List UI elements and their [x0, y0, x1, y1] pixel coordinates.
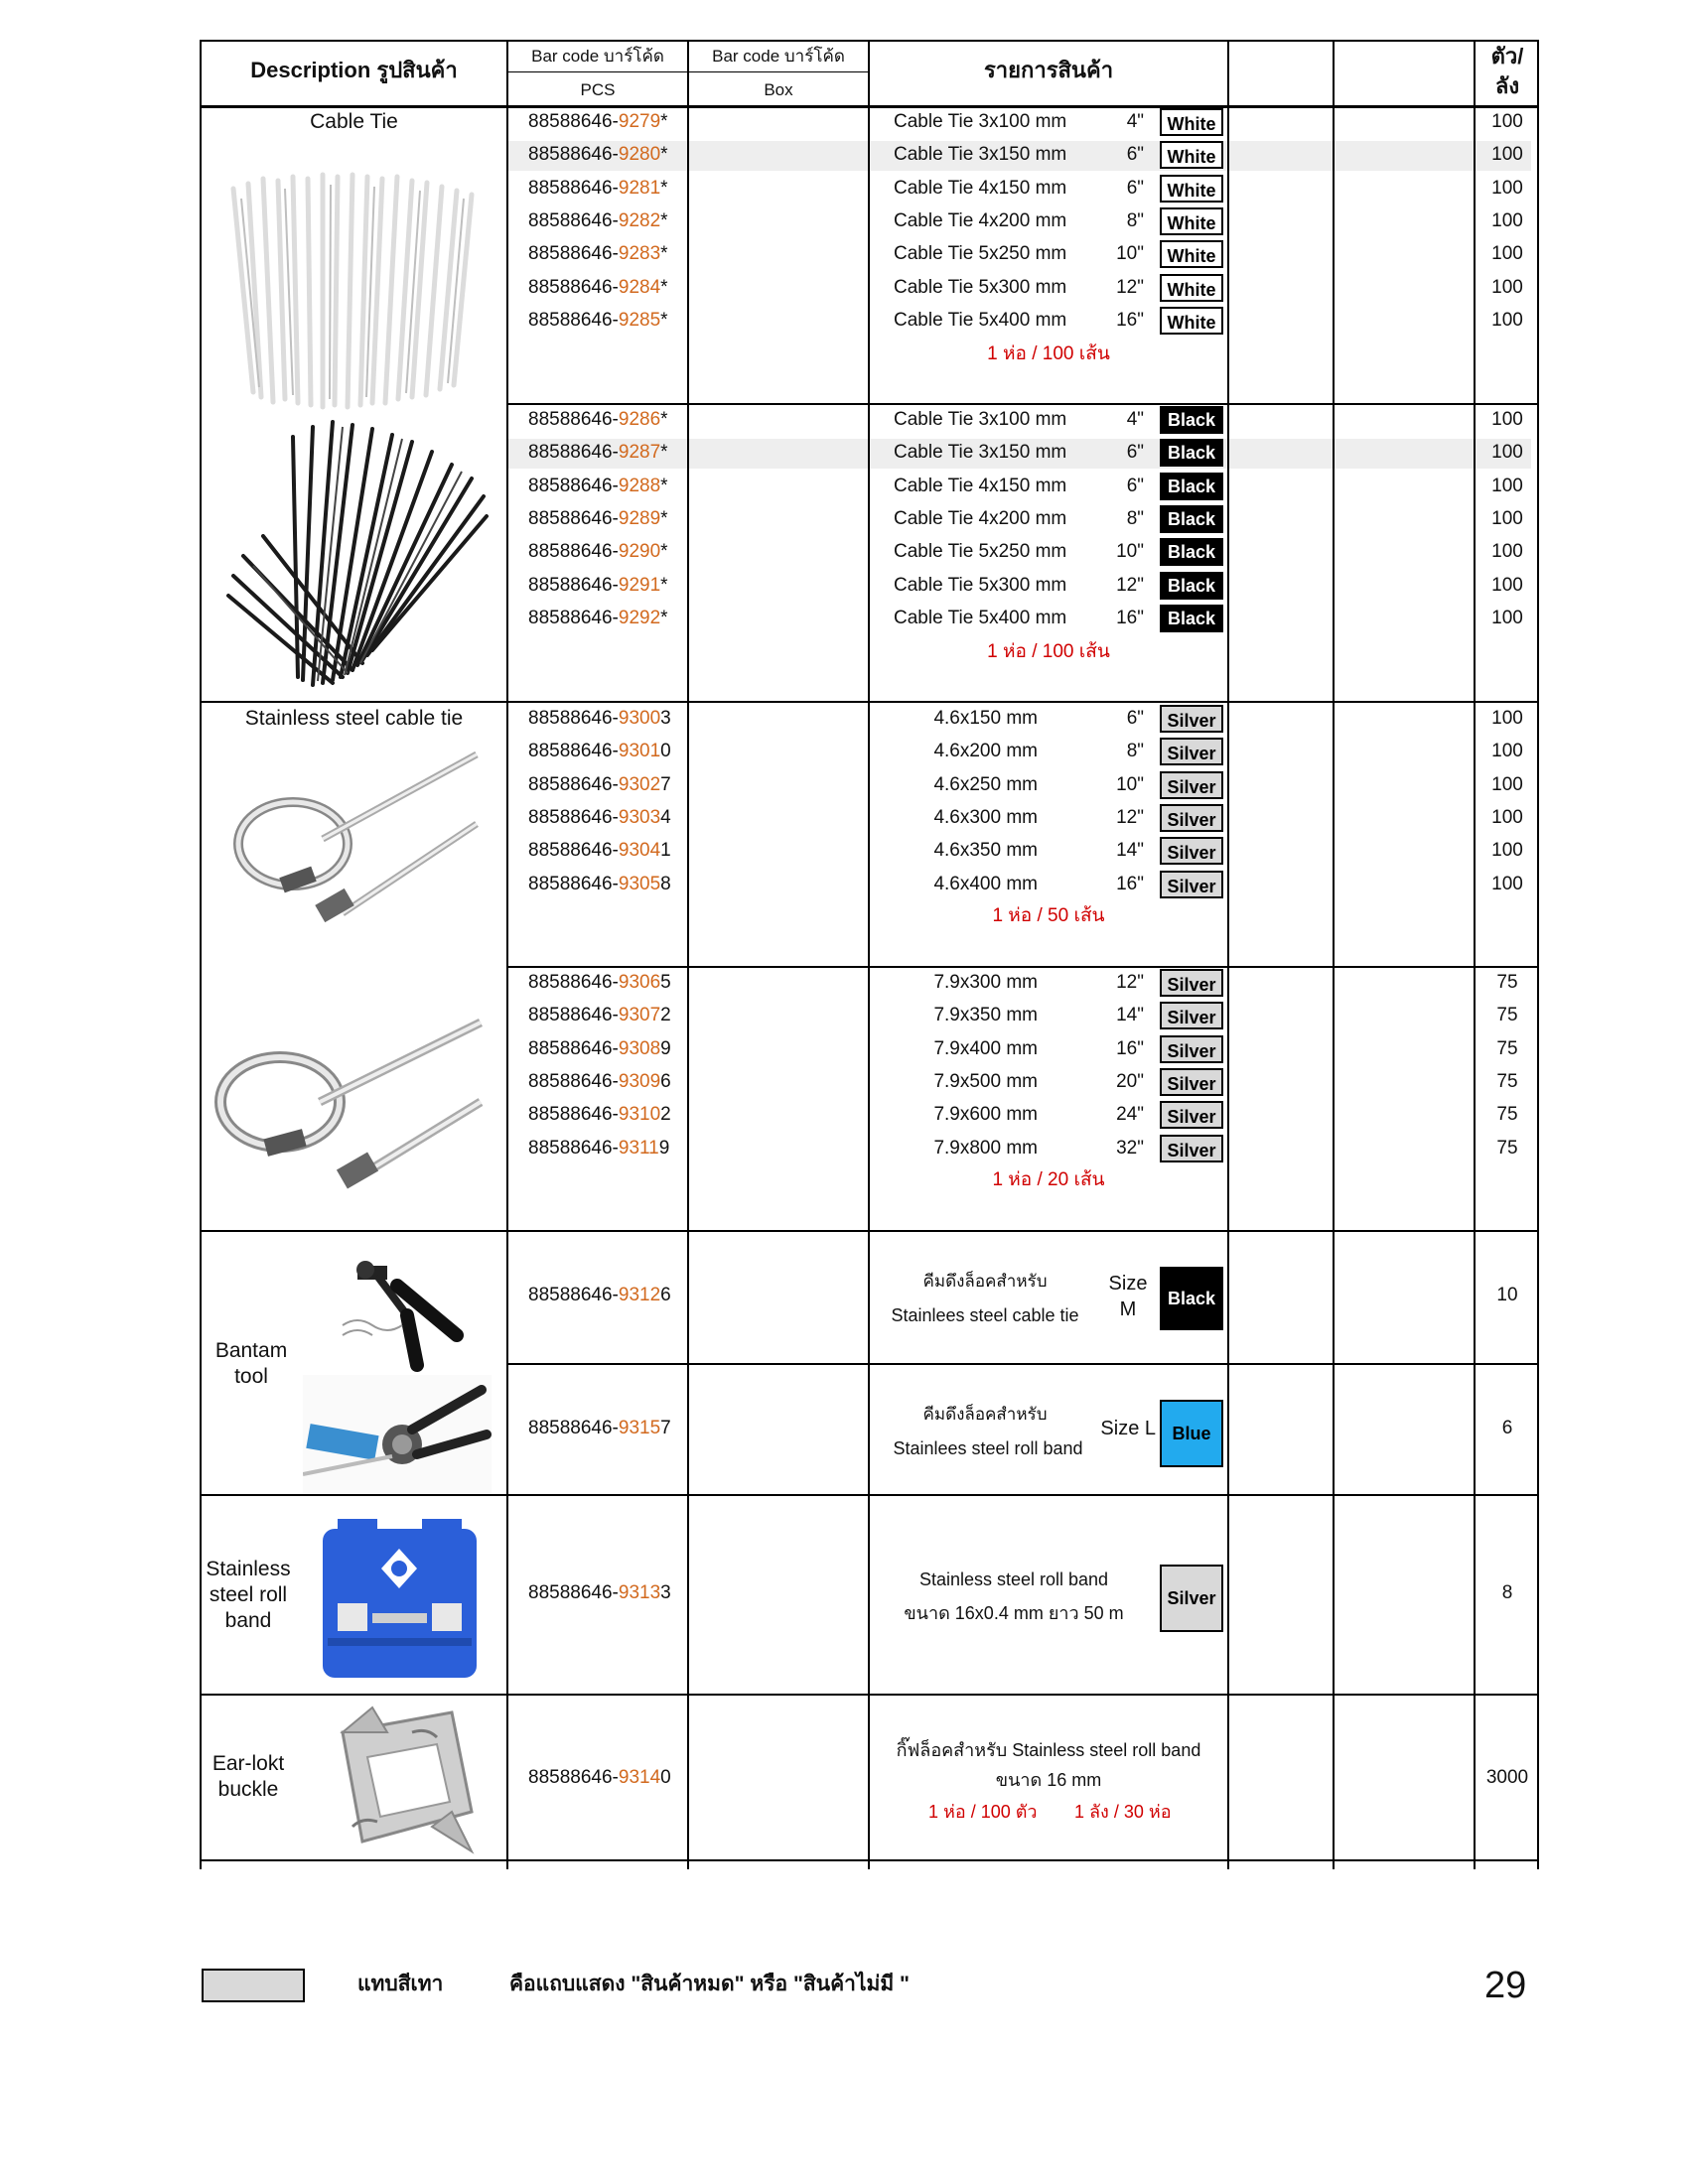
- barcode-bantam-1: 88588646-93126: [528, 1285, 671, 1305]
- bantam-tool-image-1: [338, 1256, 477, 1375]
- col-divider: [1333, 40, 1335, 1869]
- product-inch: 14": [1116, 840, 1144, 862]
- product-inch: 8": [1126, 507, 1144, 529]
- product-name: 4.6x350 mm: [933, 840, 1038, 862]
- qty-bantam-1: 10: [1496, 1285, 1518, 1305]
- product-inch: 12": [1116, 806, 1144, 828]
- product-name: 4.6x300 mm: [933, 806, 1038, 828]
- color-chip: Black: [1160, 439, 1223, 467]
- qty-per-carton: 100: [1491, 409, 1523, 430]
- product-name: Cable Tie 5x250 mm: [894, 541, 1067, 563]
- barcode-pcs: 88588646-93027: [528, 773, 671, 795]
- buckle-pack2: 1 ลัง / 30 ห่อ: [1074, 1802, 1172, 1822]
- product-name: Cable Tie 3x100 mm: [894, 111, 1067, 132]
- qty-per-carton: 100: [1491, 541, 1523, 563]
- qty-buckle: 3000: [1485, 1767, 1529, 1788]
- black-cable-tie-image: [223, 417, 492, 690]
- qty-per-carton: 100: [1491, 741, 1523, 762]
- barcode-pcs: 88588646-93089: [528, 1037, 671, 1059]
- color-chip: Silver: [1160, 1135, 1223, 1162]
- product-inch: 4": [1126, 111, 1144, 132]
- header-barcode-pcs: Bar code บาร์โค้ด: [531, 47, 664, 66]
- section-title-cable-tie: Cable Tie: [310, 110, 398, 133]
- rollband-line1: Stainless steel roll band: [918, 1570, 1109, 1589]
- qty-per-carton: 100: [1491, 243, 1523, 265]
- color-chip: White: [1160, 274, 1223, 302]
- col-divider: [1227, 40, 1229, 1869]
- section-title-buckle-1: Ear-lokt: [211, 1752, 285, 1775]
- barcode-pcs: 88588646-9284*: [528, 276, 668, 298]
- color-chip-bantam-2: Blue: [1160, 1400, 1223, 1467]
- section-title-stainless-cable-tie: Stainless steel cable tie: [244, 707, 464, 730]
- qty-per-carton: 75: [1496, 1104, 1518, 1126]
- qty-per-carton: 100: [1491, 475, 1523, 496]
- product-name: 7.9x300 mm: [933, 972, 1038, 993]
- col-divider: [506, 40, 508, 1869]
- product-inch: 12": [1116, 276, 1144, 298]
- barcode-pcs: 88588646-93119: [528, 1137, 670, 1159]
- barcode-pcs: 88588646-93058: [528, 873, 671, 894]
- qty-per-carton: 100: [1491, 806, 1523, 828]
- color-chip: Silver: [1160, 804, 1223, 832]
- product-inch: 6": [1126, 177, 1144, 199]
- product-inch: 10": [1116, 541, 1144, 563]
- color-chip: White: [1160, 307, 1223, 335]
- product-inch: 6": [1126, 442, 1144, 464]
- color-chip: Silver: [1160, 771, 1223, 799]
- product-name: Cable Tie 5x300 mm: [894, 574, 1067, 596]
- qty-rollband: 8: [1501, 1582, 1513, 1603]
- product-inch: 32": [1116, 1137, 1144, 1159]
- section-title-rollband-1: Stainless: [206, 1558, 291, 1580]
- product-name: Cable Tie 5x300 mm: [894, 276, 1067, 298]
- qty-per-carton: 75: [1496, 1037, 1518, 1059]
- table-border: [200, 40, 1539, 42]
- product-inch: 8": [1126, 209, 1144, 231]
- color-chip: Silver: [1160, 1101, 1223, 1129]
- product-name: 4.6x150 mm: [933, 708, 1038, 729]
- header-per-carton-1: ตัว/: [1490, 44, 1524, 68]
- barcode-pcs: 88588646-93003: [528, 708, 671, 729]
- qty-per-carton: 100: [1491, 840, 1523, 862]
- color-chip: Silver: [1160, 969, 1223, 997]
- rollband-line2: ขนาด 16x0.4 mm ยาว 50 m: [904, 1603, 1124, 1623]
- section-title-rollband-2: steel roll: [209, 1583, 288, 1606]
- section-divider: [200, 1494, 1539, 1496]
- section-divider: [200, 1694, 1539, 1696]
- header-sub-divider: [508, 71, 868, 72]
- bantam-1-size1: Size: [1108, 1273, 1148, 1295]
- color-chip: Silver: [1160, 1002, 1223, 1029]
- section-title-buckle-2: buckle: [217, 1778, 279, 1801]
- qty-per-carton: 100: [1491, 574, 1523, 596]
- barcode-pcs: 88588646-9286*: [528, 409, 668, 430]
- stainless-cable-tie-image-2: [211, 1003, 484, 1196]
- barcode-pcs: 88588646-9288*: [528, 475, 668, 496]
- table-border: [200, 40, 202, 1869]
- product-name: 7.9x500 mm: [933, 1070, 1038, 1092]
- col-divider: [868, 40, 870, 1869]
- footer-note: คือแถบแสดง "สินค้าหมด" หรือ "สินค้าไม่มี ": [509, 1973, 910, 1995]
- product-name: 4.6x250 mm: [933, 773, 1038, 795]
- product-inch: 16": [1116, 873, 1144, 894]
- qty-per-carton: 100: [1491, 144, 1523, 166]
- col-divider: [687, 40, 689, 1869]
- barcode-pcs: 88588646-9291*: [528, 574, 668, 596]
- pack-white: 1 ห่อ / 100 เส้น: [987, 343, 1110, 364]
- section-divider: [506, 966, 1539, 968]
- buckle-line1: กิ๊ฟล็อคสำหรับ Stainless steel roll band: [896, 1740, 1201, 1760]
- section-title-bantam-1: Bantam: [214, 1339, 288, 1362]
- roll-band-image: [318, 1519, 482, 1688]
- qty-per-carton: 100: [1491, 276, 1523, 298]
- header-items: รายการสินค้า: [983, 58, 1114, 82]
- bantam-2-line2: Stainlees steel roll band: [893, 1438, 1083, 1458]
- product-inch: 6": [1126, 708, 1144, 729]
- qty-per-carton: 75: [1496, 1005, 1518, 1026]
- product-name: 4.6x400 mm: [933, 873, 1038, 894]
- product-inch: 6": [1126, 475, 1144, 496]
- qty-per-carton: 100: [1491, 442, 1523, 464]
- section-title-rollband-3: band: [224, 1609, 272, 1632]
- product-inch: 10": [1116, 243, 1144, 265]
- barcode-bantam-2: 88588646-93157: [528, 1418, 671, 1438]
- buckle-line2: ขนาด 16 mm: [995, 1770, 1102, 1790]
- qty-per-carton: 75: [1496, 1137, 1518, 1159]
- qty-per-carton: 100: [1491, 607, 1523, 628]
- barcode-pcs: 88588646-9281*: [528, 177, 668, 199]
- barcode-pcs: 88588646-93096: [528, 1070, 671, 1092]
- product-inch: 16": [1116, 607, 1144, 628]
- bantam-1-line2: Stainlees steel cable tie: [891, 1305, 1079, 1325]
- table-border: [1537, 40, 1539, 1869]
- header-barcode-pcs-sub: PCS: [580, 80, 616, 99]
- qty-per-carton: 100: [1491, 708, 1523, 729]
- color-chip: Black: [1160, 572, 1223, 600]
- qty-bantam-2: 6: [1501, 1418, 1513, 1438]
- color-chip: White: [1160, 141, 1223, 169]
- qty-per-carton: 100: [1491, 209, 1523, 231]
- qty-per-carton: 100: [1491, 309, 1523, 331]
- barcode-pcs: 88588646-9282*: [528, 209, 668, 231]
- barcode-pcs: 88588646-9292*: [528, 607, 668, 628]
- barcode-pcs: 88588646-9280*: [528, 144, 668, 166]
- qty-per-carton: 100: [1491, 111, 1523, 132]
- barcode-pcs: 88588646-93041: [528, 840, 671, 862]
- color-chip-bantam-1: Black: [1160, 1267, 1223, 1330]
- color-chip: Silver: [1160, 871, 1223, 898]
- bantam-2-size: Size L: [1100, 1418, 1156, 1439]
- color-chip: Silver: [1160, 705, 1223, 733]
- product-inch: 16": [1116, 1037, 1144, 1059]
- product-name: 4.6x200 mm: [933, 741, 1038, 762]
- barcode-pcs: 88588646-93034: [528, 806, 671, 828]
- section-divider: [506, 1363, 1539, 1365]
- product-name: 7.9x800 mm: [933, 1137, 1038, 1159]
- barcode-buckle: 88588646-93140: [528, 1767, 671, 1788]
- barcode-pcs: 88588646-9283*: [528, 243, 668, 265]
- qty-per-carton: 75: [1496, 972, 1518, 993]
- product-inch: 16": [1116, 309, 1144, 331]
- product-name: Cable Tie 5x250 mm: [894, 243, 1067, 265]
- product-inch: 10": [1116, 773, 1144, 795]
- color-chip: Black: [1160, 538, 1223, 566]
- product-inch: 12": [1116, 972, 1144, 993]
- product-name: Cable Tie 4x200 mm: [894, 209, 1067, 231]
- barcode-pcs: 88588646-9285*: [528, 309, 668, 331]
- bantam-1-line1: คีมดึงล็อคสำหรับ: [922, 1272, 1048, 1291]
- color-chip: Silver: [1160, 1068, 1223, 1096]
- product-inch: 12": [1116, 574, 1144, 596]
- color-chip: Black: [1160, 605, 1223, 632]
- barcode-pcs: 88588646-93010: [528, 741, 671, 762]
- out-of-stock-swatch: [202, 1969, 305, 2002]
- header-barcode-box: Bar code บาร์โค้ด: [712, 47, 845, 66]
- product-name: 7.9x600 mm: [933, 1104, 1038, 1126]
- color-chip: Black: [1160, 473, 1223, 500]
- color-chip: Black: [1160, 505, 1223, 533]
- qty-per-carton: 100: [1491, 773, 1523, 795]
- pack-ss46: 1 ห่อ / 50 เส้น: [992, 905, 1105, 926]
- product-inch: 8": [1126, 741, 1144, 762]
- product-name: Cable Tie 5x400 mm: [894, 309, 1067, 331]
- product-name: 7.9x400 mm: [933, 1037, 1038, 1059]
- product-name: Cable Tie 3x100 mm: [894, 409, 1067, 430]
- product-name: Cable Tie 3x150 mm: [894, 442, 1067, 464]
- product-name: Cable Tie 4x150 mm: [894, 475, 1067, 496]
- qty-per-carton: 100: [1491, 507, 1523, 529]
- bantam-2-line1: คีมดึงล็อคสำหรับ: [922, 1405, 1048, 1424]
- white-cable-tie-image: [223, 169, 487, 412]
- header-divider: [200, 105, 1539, 108]
- col-divider: [1474, 40, 1476, 1869]
- pack-ss79: 1 ห่อ / 20 เส้น: [992, 1169, 1105, 1190]
- section-divider: [200, 1230, 1539, 1232]
- barcode-pcs: 88588646-9290*: [528, 541, 668, 563]
- barcode-pcs: 88588646-93102: [528, 1104, 671, 1126]
- header-description: Description รูปสินค้า: [250, 58, 458, 82]
- swatch-label: แทบสีเทา: [357, 1973, 444, 1995]
- color-chip: White: [1160, 240, 1223, 268]
- color-chip: White: [1160, 108, 1223, 136]
- product-inch: 20": [1116, 1070, 1144, 1092]
- product-name: Cable Tie 3x150 mm: [894, 144, 1067, 166]
- product-inch: 4": [1126, 409, 1144, 430]
- bantam-1-size2: M: [1119, 1298, 1137, 1320]
- color-chip-rollband: Silver: [1160, 1565, 1223, 1632]
- product-name: Cable Tie 4x150 mm: [894, 177, 1067, 199]
- qty-per-carton: 100: [1491, 177, 1523, 199]
- buckle-image: [313, 1703, 482, 1861]
- bantam-tool-image-2: [303, 1375, 492, 1494]
- header-per-carton-2: ลัง: [1494, 73, 1520, 98]
- product-inch: 6": [1126, 144, 1144, 166]
- section-title-bantam-2: tool: [234, 1365, 268, 1388]
- buckle-pack1: 1 ห่อ / 100 ตัว: [928, 1802, 1038, 1822]
- color-chip: Silver: [1160, 738, 1223, 765]
- section-divider: [200, 701, 1539, 703]
- stainless-cable-tie-image-1: [223, 745, 482, 933]
- barcode-pcs: 88588646-9279*: [528, 111, 668, 132]
- barcode-pcs: 88588646-93065: [528, 972, 671, 993]
- header-barcode-box-sub: Box: [764, 80, 793, 99]
- qty-per-carton: 100: [1491, 873, 1523, 894]
- color-chip: White: [1160, 207, 1223, 235]
- barcode-pcs: 88588646-9287*: [528, 442, 668, 464]
- barcode-rollband: 88588646-93133: [528, 1582, 671, 1603]
- product-inch: 14": [1116, 1005, 1144, 1026]
- barcode-pcs: 88588646-9289*: [528, 507, 668, 529]
- product-name: Cable Tie 4x200 mm: [894, 507, 1067, 529]
- color-chip: Silver: [1160, 837, 1223, 865]
- product-name: Cable Tie 5x400 mm: [894, 607, 1067, 628]
- page-number: 29: [1484, 1965, 1527, 2006]
- section-divider: [506, 403, 1539, 405]
- qty-per-carton: 75: [1496, 1070, 1518, 1092]
- color-chip: White: [1160, 175, 1223, 203]
- color-chip: Black: [1160, 406, 1223, 434]
- product-name: 7.9x350 mm: [933, 1005, 1038, 1026]
- table-border: [200, 1859, 1539, 1861]
- pack-black: 1 ห่อ / 100 เส้น: [987, 641, 1110, 662]
- barcode-pcs: 88588646-93072: [528, 1005, 671, 1026]
- product-inch: 24": [1116, 1104, 1144, 1126]
- color-chip: Silver: [1160, 1035, 1223, 1063]
